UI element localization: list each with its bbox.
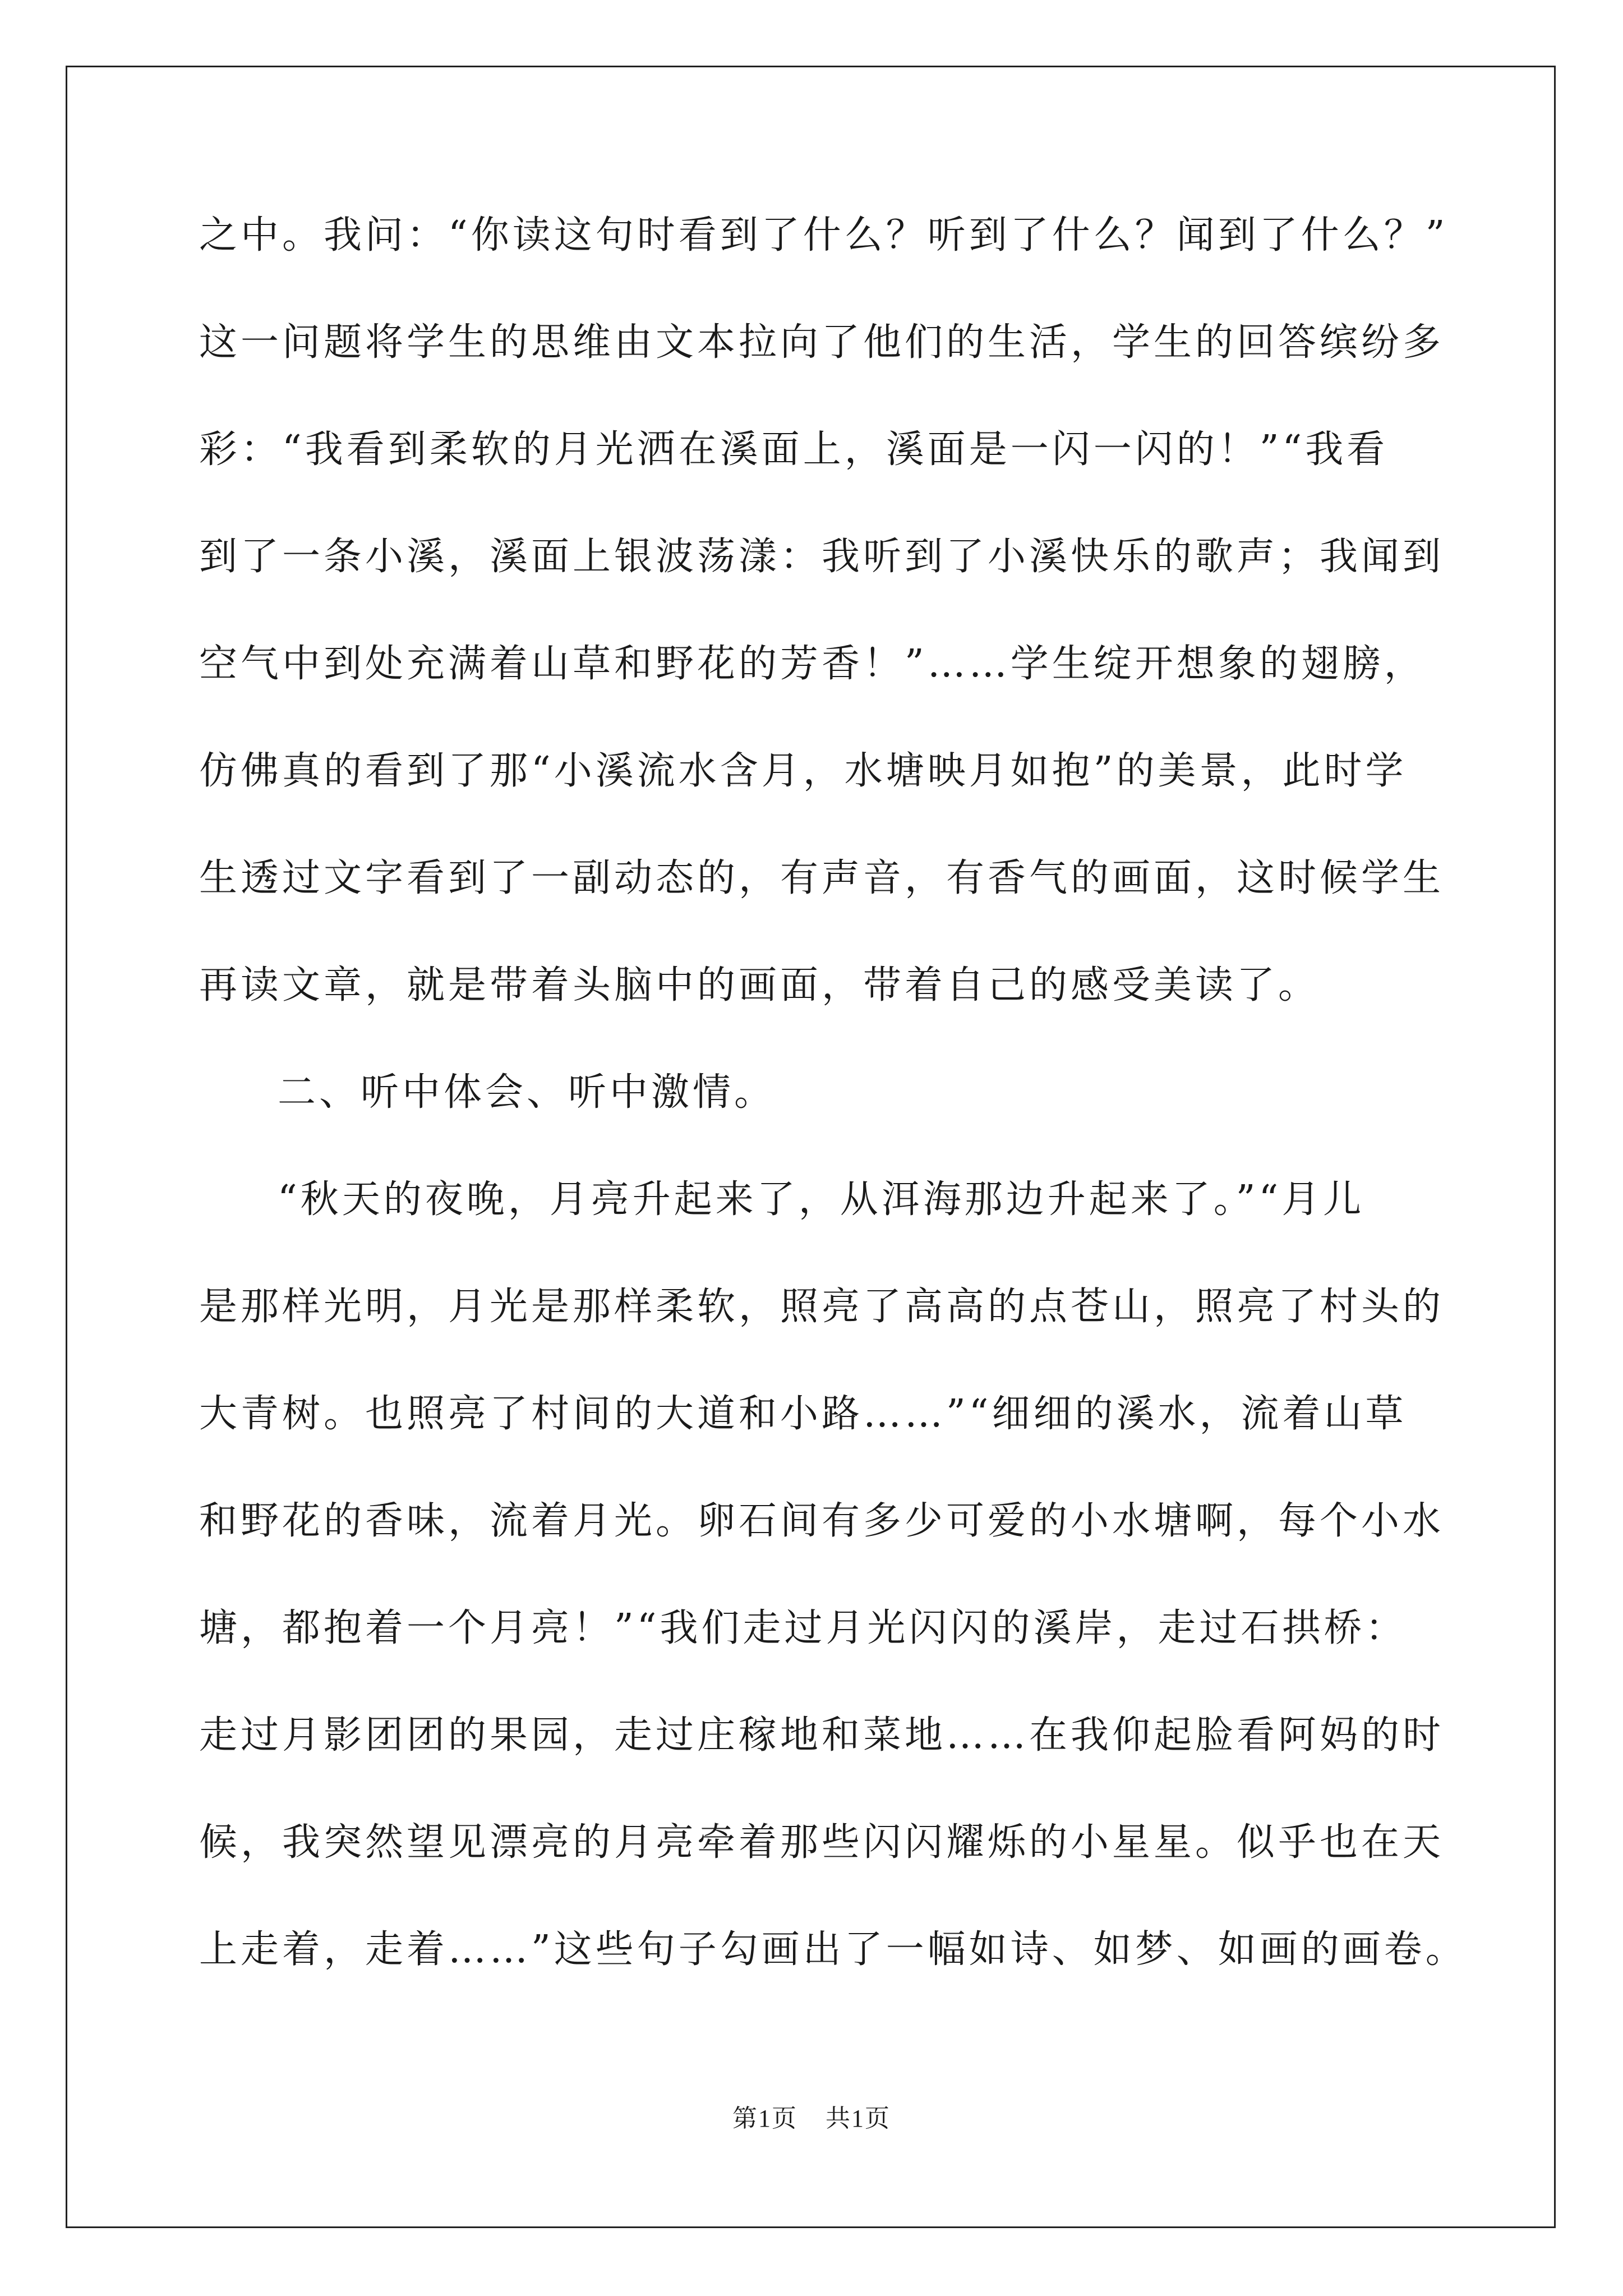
text-line: 再读文章，就是带着头脑中的画面，带着自己的感受美读了。 (199, 963, 1320, 1007)
document-body (199, 208, 1467, 2029)
text-line: 空气中到处充满着山草和野花的芳香！”……学生绽开想象的翅膀， (199, 642, 1426, 686)
page-number: 第1页 (732, 2105, 797, 2132)
text-line: 候，我突然望见漂亮的月亮牵着那些闪闪耀烁的小星星。似乎也在天 (199, 1820, 1445, 1865)
text-line: 生透过文字看到了一副动态的，有声音，有香气的画面，这时候学生 (199, 856, 1445, 900)
text-line: 和野花的香味，流着月光。卵石间有多少可爱的小水塘啊，每个小水 (199, 1499, 1445, 1543)
text-line: 之中。我问：“你读这句时看到了什么？听到了什么？闻到了什么？” (199, 213, 1449, 257)
text-line: “秋天的夜晚，月亮升起来了，从洱海那边升起来了。”“月儿 (278, 1177, 1365, 1222)
text-line: 彩：“我看到柔软的月光洒在溪面上，溪面是一闪一闪的！”“我看 (199, 427, 1389, 472)
section-heading: 二、听中体会、听中激情。 (278, 1070, 776, 1115)
text-line: 塘，都抱着一个月亮！”“我们走过月光闪闪的溪岸，走过石拱桥： (199, 1606, 1407, 1650)
text-line: 到了一条小溪，溪面上银波荡漾：我听到了小溪快乐的歌声；我闻到 (199, 535, 1445, 579)
page-footer (0, 2098, 1623, 2134)
text-line: 上走着，走着……”这些句子勾画出了一幅如诗、如梦、如画的画卷。 (199, 1927, 1467, 1972)
page-total: 共1页 (826, 2105, 891, 2132)
text-line: 仿佛真的看到了那“小溪流水含月，水塘映月如抱”的美景，此时学 (199, 749, 1407, 793)
text-line: 是那样光明，月光是那样柔软，照亮了高高的点苍山，照亮了村头的 (199, 1285, 1445, 1329)
text-line: 大青树。也照亮了村间的大道和小路……”“细细的溪水，流着山草 (199, 1392, 1407, 1436)
text-line: 走过月影团团的果园，走过庄稼地和菜地……在我仰起脸看阿妈的时 (199, 1713, 1445, 1757)
text-line: 这一问题将学生的思维由文本拉向了他们的生活，学生的回答缤纷多 (199, 320, 1445, 365)
